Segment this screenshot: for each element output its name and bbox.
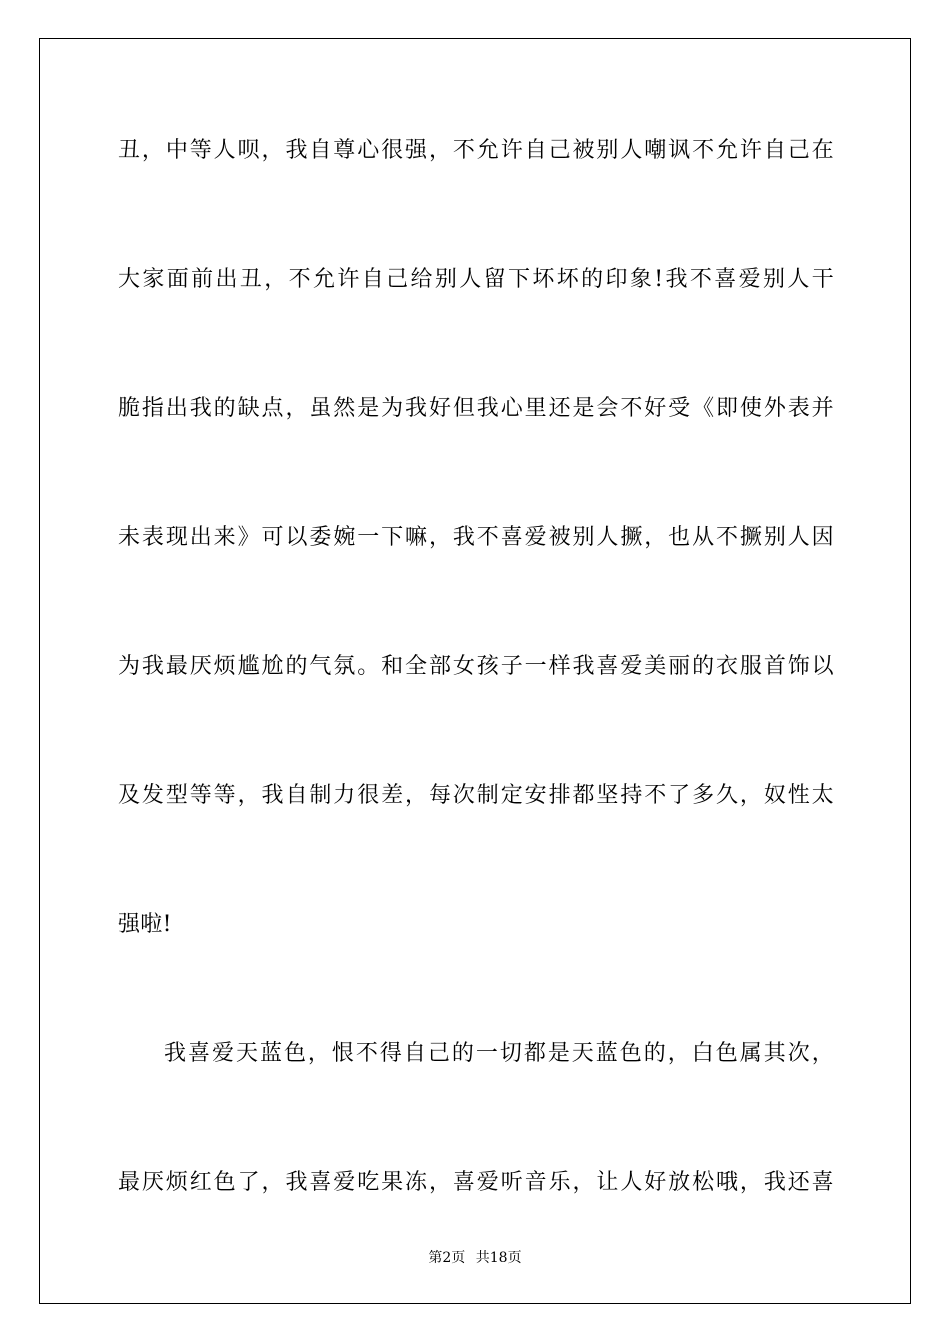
text-line: 大家面前出丑，不允许自己给别人留下坏坏的印象!我不喜爱别人干 bbox=[118, 267, 834, 292]
page-footer bbox=[0, 1247, 950, 1267]
text-line-indented: 我喜爱天蓝色，恨不得自己的一切都是天蓝色的，白色属其次， bbox=[164, 1041, 834, 1066]
document-body bbox=[118, 128, 834, 1289]
page-number: 第2页 bbox=[428, 1250, 466, 1266]
text-line: 脆指出我的缺点，虽然是为我好但我心里还是会不好受《即使外表并 bbox=[118, 396, 834, 421]
text-line: 最厌烦红色了，我喜爱吃果冻，喜爱听音乐，让人好放松哦，我还喜 bbox=[118, 1170, 834, 1195]
text-line: 强啦! bbox=[118, 912, 172, 937]
total-pages: 共18页 bbox=[475, 1250, 522, 1266]
text-line: 为我最厌烦尴尬的气氛。和全部女孩子一样我喜爱美丽的衣服首饰以 bbox=[118, 654, 834, 679]
text-line: 未表现出来》可以委婉一下嘛，我不喜爱被别人撅，也从不撅别人因 bbox=[118, 525, 834, 550]
text-line: 及发型等等，我自制力很差，每次制定安排都坚持不了多久，奴性太 bbox=[118, 783, 834, 808]
text-line: 丑，中等人呗，我自尊心很强，不允许自己被别人嘲讽不允许自己在 bbox=[118, 138, 834, 163]
